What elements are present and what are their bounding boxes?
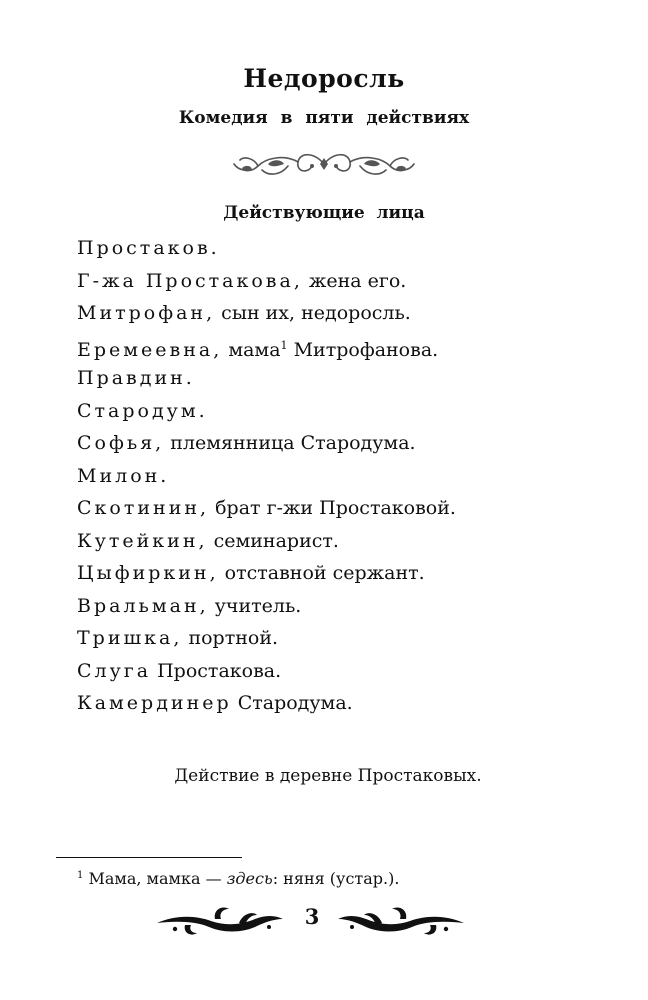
character-description: Простакова. [151,659,282,682]
cast-item [77,557,456,590]
character-description: Стародума. [231,692,353,714]
character-description: семинарист. [207,529,339,552]
ornament-footer-left-icon [155,903,285,939]
cast-item [77,622,456,655]
cast-list [77,232,456,720]
character-description: мама [222,338,281,361]
character-name: Стародум. [77,399,208,422]
cast-item [77,687,456,720]
character-name: Г-жа Простакова, [77,269,303,292]
cast-item [77,655,456,688]
character-description: жена его. [302,269,407,292]
footnote-divider [56,857,242,858]
character-description: сын их, недоросль. [215,302,411,324]
cast-item [77,460,456,493]
character-name: Митрофан, [77,302,216,324]
character-description: брат г-жи Простаковой. [209,497,456,519]
footnote [77,869,399,888]
ornament-top-icon [228,146,420,182]
footnote-italic: здесь [226,869,273,888]
footnote-text-end: : няня (устар.). [272,869,400,888]
footnote-text: Мама, мамка — [83,869,227,888]
cast-item [77,492,456,525]
ornament-footer-right-icon [336,903,466,939]
character-description: племянница Стародума. [164,432,416,454]
cast-item [77,232,456,265]
cast-item [77,265,456,298]
cast-item [77,330,456,363]
character-name: Камердинер [77,692,232,714]
character-description-continued: Митрофанова. [287,338,439,361]
footnote-reference: 1 [280,338,288,352]
character-name: Вральман, [77,594,209,617]
character-name: Еремеевна, [77,338,223,361]
cast-item [77,362,456,395]
character-description: портной. [182,627,279,649]
cast-item [77,297,456,330]
character-name: Правдин. [77,367,195,389]
book-title: Недоросль [243,64,405,93]
character-name: Слуга [77,659,152,682]
footnote-marker: 1 [77,870,84,881]
character-name: Скотинин, [77,497,210,519]
character-name: Милон. [77,464,170,487]
character-name: Простаков. [77,237,220,259]
book-subtitle: Комедия в пяти действиях [178,108,470,128]
cast-item [77,395,456,428]
setting-note: Действие в деревне Простаковых. [174,766,482,786]
character-description: учитель. [208,594,302,617]
cast-heading: Действующие лица [223,203,425,223]
character-description: отставной сержант. [218,562,425,584]
page-number: 3 [304,904,320,929]
character-name: Цыфиркин, [77,562,219,584]
cast-item [77,525,456,558]
cast-item [77,427,456,460]
cast-item [77,590,456,623]
character-name: Софья, [77,432,165,454]
character-name: Кутейкин, [77,529,208,552]
character-name: Тришка, [77,627,183,649]
